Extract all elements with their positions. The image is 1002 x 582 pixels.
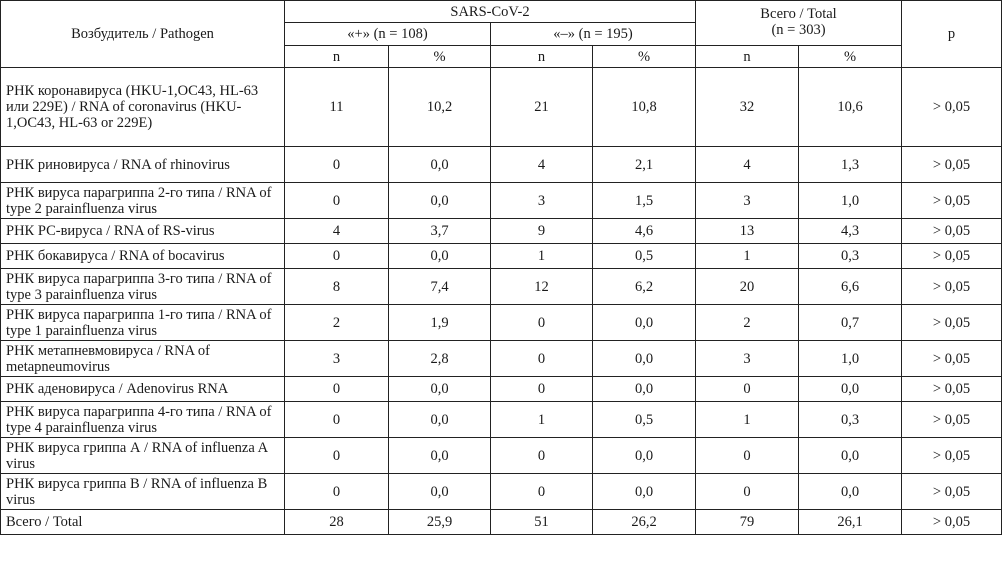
tot-pct-cell: 1,0: [799, 183, 902, 219]
tot-n-cell: 1: [696, 244, 799, 269]
header-tot-pct: %: [799, 46, 902, 68]
neg-pct-cell: 0,0: [593, 305, 696, 341]
pos-n-cell: 4: [285, 219, 389, 244]
p-cell: > 0,05: [902, 183, 1002, 219]
neg-pct-cell: 0,0: [593, 438, 696, 474]
table-row: [1, 438, 1002, 474]
p-cell: > 0,05: [902, 341, 1002, 377]
pos-pct-cell: 2,8: [389, 341, 491, 377]
header-neg-n: n: [491, 46, 593, 68]
neg-n-cell: 1: [491, 402, 593, 438]
neg-pct-cell: 1,5: [593, 183, 696, 219]
pos-n-cell: 3: [285, 341, 389, 377]
p-cell: > 0,05: [902, 147, 1002, 183]
tot-pct-cell: 0,0: [799, 377, 902, 402]
pos-pct-cell: 10,2: [389, 68, 491, 147]
pos-n-cell: 28: [285, 510, 389, 535]
neg-n-cell: 9: [491, 219, 593, 244]
pos-pct-cell: 7,4: [389, 269, 491, 305]
header-negative: «–» (n = 195): [491, 23, 696, 46]
p-cell: > 0,05: [902, 402, 1002, 438]
pos-pct-cell: 1,9: [389, 305, 491, 341]
tot-n-cell: 1: [696, 402, 799, 438]
tot-pct-cell: 4,3: [799, 219, 902, 244]
pos-n-cell: 0: [285, 474, 389, 510]
neg-pct-cell: 0,0: [593, 377, 696, 402]
table-row: [1, 183, 1002, 219]
neg-n-cell: 51: [491, 510, 593, 535]
tot-pct-cell: 0,3: [799, 402, 902, 438]
pathogen-cell: РНК вируса парагриппа 1-го типа / RNA of type 1 parainfluenza virus: [1, 305, 285, 341]
pathogen-cell: РНК вируса парагриппа 2-го типа / RNA of type 2 parainfluenza virus: [1, 183, 285, 219]
neg-pct-cell: 2,1: [593, 147, 696, 183]
header-total-line1: Всего / Total: [760, 6, 837, 22]
pathogen-cell: РНК вируса гриппа А / RNA of influenza A virus: [1, 438, 285, 474]
table-row: [1, 341, 1002, 377]
pos-n-cell: 2: [285, 305, 389, 341]
header-pos-n: n: [285, 46, 389, 68]
pos-pct-cell: 25,9: [389, 510, 491, 535]
pathogen-cell: Всего / Total: [1, 510, 285, 535]
p-cell: > 0,05: [902, 219, 1002, 244]
pos-n-cell: 11: [285, 68, 389, 147]
table-row: [1, 147, 1002, 183]
tot-n-cell: 3: [696, 341, 799, 377]
neg-n-cell: 0: [491, 341, 593, 377]
pathogen-cell: РНК бокавируса / RNA of bocavirus: [1, 244, 285, 269]
p-cell: > 0,05: [902, 474, 1002, 510]
tot-pct-cell: 0,7: [799, 305, 902, 341]
header-neg-pct: %: [593, 46, 696, 68]
p-cell: > 0,05: [902, 510, 1002, 535]
neg-n-cell: 3: [491, 183, 593, 219]
pathogen-cell: РНК вируса гриппа В / RNA of influenza B virus: [1, 474, 285, 510]
p-cell: > 0,05: [902, 377, 1002, 402]
neg-n-cell: 0: [491, 438, 593, 474]
pos-n-cell: 0: [285, 244, 389, 269]
tot-n-cell: 20: [696, 269, 799, 305]
header-tot-n: n: [696, 46, 799, 68]
neg-n-cell: 12: [491, 269, 593, 305]
tot-n-cell: 79: [696, 510, 799, 535]
tot-pct-cell: 0,3: [799, 244, 902, 269]
tot-n-cell: 0: [696, 474, 799, 510]
table-row: [1, 377, 1002, 402]
neg-n-cell: 0: [491, 377, 593, 402]
p-cell: > 0,05: [902, 438, 1002, 474]
tot-pct-cell: 26,1: [799, 510, 902, 535]
neg-pct-cell: 10,8: [593, 68, 696, 147]
tot-pct-cell: 1,0: [799, 341, 902, 377]
pos-n-cell: 0: [285, 147, 389, 183]
p-cell: > 0,05: [902, 68, 1002, 147]
p-cell: > 0,05: [902, 305, 1002, 341]
tot-n-cell: 13: [696, 219, 799, 244]
table-row: [1, 402, 1002, 438]
tot-pct-cell: 6,6: [799, 269, 902, 305]
header-total-line2: (n = 303): [771, 22, 826, 38]
neg-pct-cell: 0,5: [593, 402, 696, 438]
pos-n-cell: 8: [285, 269, 389, 305]
pos-pct-cell: 0,0: [389, 147, 491, 183]
table-row: [1, 244, 1002, 269]
pathogen-cell: РНК вируса парагриппа 3-го типа / RNA of type 3 parainfluenza virus: [1, 269, 285, 305]
pathogen-cell: РНК РС-вируса / RNA of RS-virus: [1, 219, 285, 244]
table-row: [1, 474, 1002, 510]
pos-pct-cell: 3,7: [389, 219, 491, 244]
neg-n-cell: 21: [491, 68, 593, 147]
neg-pct-cell: 0,5: [593, 244, 696, 269]
tot-pct-cell: 0,0: [799, 474, 902, 510]
header-pathogen: Возбудитель / Pathogen: [1, 1, 285, 68]
pos-n-cell: 0: [285, 438, 389, 474]
tot-n-cell: 2: [696, 305, 799, 341]
pathogen-cell: РНК вируса парагриппа 4-го типа / RNA of type 4 parainfluenza virus: [1, 402, 285, 438]
table-row: [1, 68, 1002, 147]
p-cell: > 0,05: [902, 244, 1002, 269]
tot-n-cell: 32: [696, 68, 799, 147]
pos-n-cell: 0: [285, 183, 389, 219]
pos-pct-cell: 0,0: [389, 377, 491, 402]
header-p: p: [902, 1, 1002, 68]
neg-pct-cell: 0,0: [593, 341, 696, 377]
neg-n-cell: 4: [491, 147, 593, 183]
header-sars-cov-2: SARS-CoV-2: [285, 1, 696, 23]
tot-pct-cell: 10,6: [799, 68, 902, 147]
tot-n-cell: 4: [696, 147, 799, 183]
neg-pct-cell: 6,2: [593, 269, 696, 305]
neg-pct-cell: 0,0: [593, 474, 696, 510]
pos-pct-cell: 0,0: [389, 438, 491, 474]
pathogen-cell: РНК аденовируса / Adenovirus RNA: [1, 377, 285, 402]
pos-pct-cell: 0,0: [389, 474, 491, 510]
tot-n-cell: 3: [696, 183, 799, 219]
header-total: [696, 1, 902, 46]
pos-n-cell: 0: [285, 402, 389, 438]
tot-n-cell: 0: [696, 438, 799, 474]
pos-pct-cell: 0,0: [389, 402, 491, 438]
pos-pct-cell: 0,0: [389, 183, 491, 219]
header-pos-pct: %: [389, 46, 491, 68]
neg-n-cell: 1: [491, 244, 593, 269]
neg-pct-cell: 26,2: [593, 510, 696, 535]
p-cell: > 0,05: [902, 269, 1002, 305]
neg-n-cell: 0: [491, 305, 593, 341]
table-row: [1, 305, 1002, 341]
pathogen-cell: РНК коронавируса (HKU-1,OC43, HL-63 или 229E) / RNA of coronavirus (HKU-1,OC43, HL-63 or 229E): [1, 68, 285, 147]
tot-pct-cell: 0,0: [799, 438, 902, 474]
pos-n-cell: 0: [285, 377, 389, 402]
tot-pct-cell: 1,3: [799, 147, 902, 183]
table-row: [1, 269, 1002, 305]
header-positive: «+» (n = 108): [285, 23, 491, 46]
pathogen-cell: РНК метапневмовируса / RNA of metapneumovirus: [1, 341, 285, 377]
pos-pct-cell: 0,0: [389, 244, 491, 269]
table-row: [1, 510, 1002, 535]
pathogen-cell: РНК риновируса / RNA of rhinovirus: [1, 147, 285, 183]
table-row: [1, 219, 1002, 244]
table-body: [1, 68, 1002, 535]
neg-pct-cell: 4,6: [593, 219, 696, 244]
neg-n-cell: 0: [491, 474, 593, 510]
tot-n-cell: 0: [696, 377, 799, 402]
